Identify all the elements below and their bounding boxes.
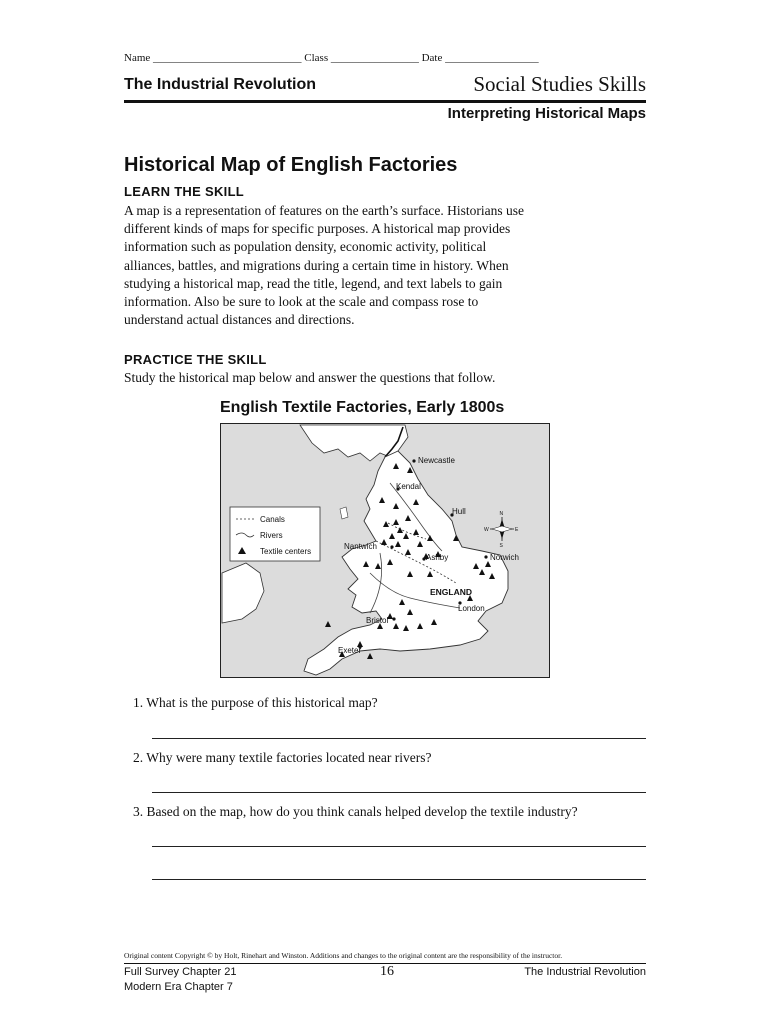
footer-chapter-modern-era: Modern Era Chapter 7 xyxy=(124,981,233,993)
city-ashby: Ashby xyxy=(426,553,449,562)
city-hull: Hull xyxy=(452,507,466,516)
page-title: Historical Map of English Factories xyxy=(124,154,458,176)
footer-chapter-full-survey: Full Survey Chapter 21 xyxy=(124,966,237,978)
legend-canals: Canals xyxy=(260,515,285,524)
answer-line-1[interactable] xyxy=(152,738,646,739)
city-nantwich: Nantwich xyxy=(344,542,377,551)
city-exeter: Exeter xyxy=(338,646,362,655)
chapter-title: The Industrial Revolution xyxy=(124,76,317,93)
skill-subtitle: Interpreting Historical Maps xyxy=(447,105,646,122)
city-kendal: Kendal xyxy=(396,482,421,491)
city-norwich: Norwich xyxy=(490,553,519,562)
learn-line: information. Also be sure to look at the scale and compass rose to xyxy=(124,294,479,310)
answer-line-3a[interactable] xyxy=(152,846,646,847)
city-bristol: Bristol xyxy=(366,616,389,625)
page-number: 16 xyxy=(380,964,394,979)
legend-textile-centers: Textile centers xyxy=(260,547,312,556)
compass-e: E xyxy=(515,527,519,533)
compass-s: S xyxy=(499,543,503,549)
header-rule xyxy=(124,100,646,103)
learn-heading: LEARN THE SKILL xyxy=(124,184,245,199)
map-title: English Textile Factories, Early 1800s xyxy=(220,399,505,416)
question-2: 2. Why were many textile factories located near rivers? xyxy=(133,750,432,765)
learn-line: information such as population density, economic activity, political xyxy=(124,239,487,255)
city-london: London xyxy=(458,604,485,613)
legend-rivers: Rivers xyxy=(260,531,283,540)
learn-line: understand actual distances and directions. xyxy=(124,312,355,328)
practice-heading: PRACTICE THE SKILL xyxy=(124,352,267,367)
compass-n: N xyxy=(499,511,504,517)
answer-line-3b[interactable] xyxy=(152,879,646,880)
country-england: ENGLAND xyxy=(430,587,473,597)
learn-line: studying a historical map, read the title, legend, and text labels to gain xyxy=(124,275,503,291)
learn-line: A map is a representation of features on the earth’s surface. Historians use xyxy=(124,203,524,218)
historical-map xyxy=(220,423,550,678)
compass-w: W xyxy=(484,527,489,533)
learn-paragraph xyxy=(124,202,564,329)
practice-instructions: Study the historical map below and answer the questions that follow. xyxy=(124,370,496,385)
footer-chapter-title: The Industrial Revolution xyxy=(524,966,646,978)
answer-line-2[interactable] xyxy=(152,792,646,793)
learn-line: alliances, battles, and migrations during a certain time in history. When xyxy=(124,257,509,273)
skills-title: Social Studies Skills xyxy=(473,72,646,96)
name-class-date-row: Name ___________________________ Class ________________ Date _________________ xyxy=(124,52,539,64)
city-newcastle: Newcastle xyxy=(418,456,455,465)
question-3: 3. Based on the map, how do you think canals helped develop the textile industry? xyxy=(133,804,578,819)
copyright-notice: Original content Copyright © by Holt, Rinehart and Winston. Additions and changes to the original content are the responsibility of the instructor. xyxy=(124,951,563,960)
learn-line: different kinds of maps for specific purposes. A historical map provides xyxy=(124,221,511,237)
question-1: 1. What is the purpose of this historical map? xyxy=(133,695,378,710)
